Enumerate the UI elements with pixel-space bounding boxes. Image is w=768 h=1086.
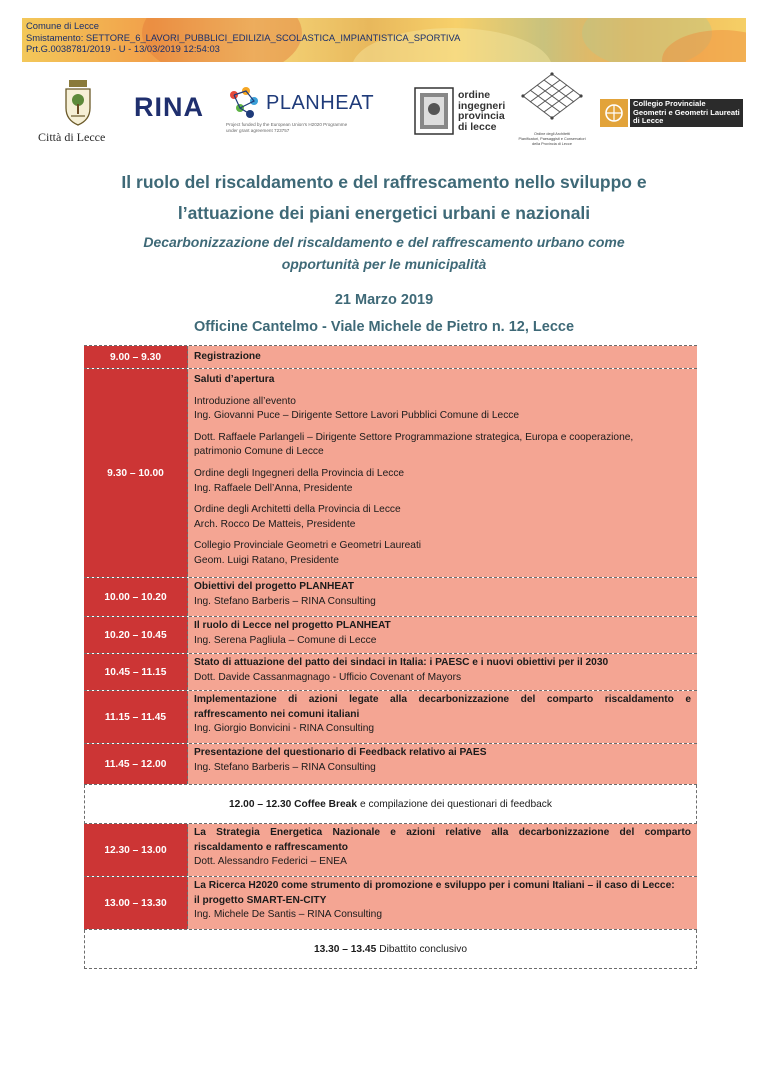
agenda-speaker: Ing. Giorgio Bonvicini - RINA Consulting [194, 723, 375, 735]
ordine-text [458, 90, 505, 132]
citta-label: Città di Lecce [38, 130, 106, 144]
agenda-speaker: Ing. Stefano Barberis – RINA Consulting [194, 595, 376, 607]
agenda-time: 10.20 – 10.45 [84, 617, 188, 653]
agenda-time: 10.45 – 11.15 [84, 654, 188, 690]
agenda-content [188, 617, 697, 653]
agenda-time: 9.30 – 10.00 [84, 369, 188, 577]
ordine-line: ordine [458, 89, 491, 101]
agenda-time: 10.00 – 10.20 [84, 578, 188, 616]
agenda-line: Introduzione all’evento [194, 395, 296, 407]
architetti-note-line: Pianificatori, Paesaggisti e Conservatori [518, 136, 586, 141]
planheat-note-line: Project funded by the European Union's H2020 Programme [226, 122, 348, 127]
event-subtitle-line2: opportunità per le municipalità [281, 256, 487, 272]
agenda-title: Implementazione di azioni legate alla decarbonizzazione del comparto riscaldamento e [194, 694, 691, 705]
agenda-line: Ing. Raffaele Dell’Anna, Presidente [194, 482, 353, 494]
agenda-block [194, 503, 691, 532]
architetti-note-line: della Provincia di Lecce [532, 141, 572, 146]
agenda-block [194, 539, 691, 568]
planheat-note-line: under grant agreement 723757 [226, 128, 290, 133]
agenda-line: Geom. Luigi Ratano, Presidente [194, 554, 339, 566]
agenda-line: Collegio Provinciale Geometri e Geometri Laureati [194, 540, 422, 552]
event-subtitle-line1: Decarbonizzazione del riscaldamento e del raffrescamento urbano come [143, 234, 625, 250]
collegio-emblem-icon [600, 99, 628, 127]
rina-logo [134, 92, 204, 123]
agenda-title: riscaldamento e raffrescamento [194, 841, 349, 853]
agenda-time: 12.30 – 13.00 [84, 824, 188, 876]
agenda-row [84, 578, 697, 617]
agenda-title: Stato di attuazione del patto dei sindaci in Italia: i PAESC e i nuovi obiettivi per il 2030 [194, 657, 609, 668]
agenda-content [188, 578, 697, 616]
agenda-title: raffrescamento nei comuni italiani [194, 708, 360, 720]
agenda-content [188, 346, 697, 368]
agenda-title: Obiettivi del progetto PLANHEAT [194, 581, 354, 592]
agenda-row [84, 691, 697, 744]
agenda-time: 11.15 – 11.45 [84, 691, 188, 743]
stamp-text [26, 20, 460, 55]
agenda-time: 13.00 – 13.30 [84, 877, 188, 929]
agenda-line: Arch. Rocco De Matteis, Presidente [194, 518, 356, 530]
agenda-row [84, 654, 697, 691]
agenda-content [188, 824, 697, 876]
agenda-title: il progetto SMART-EN-CITY [194, 894, 327, 906]
agenda-title: Presentazione del questionario di Feedback relativo ai PAES [194, 747, 487, 758]
agenda-line: Ing. Giovanni Puce – Dirigente Settore Lavori Pubblici Comune di Lecce [194, 410, 520, 422]
planheat-note [226, 122, 391, 134]
planheat-logo [226, 86, 391, 134]
agenda-row [84, 824, 697, 877]
agenda-title: Registrazione [194, 350, 261, 362]
agenda-table [84, 345, 697, 969]
agenda-line: patrimonio Comune di Lecce [194, 446, 324, 458]
agenda-line: Ordine degli Architetti della Provincia di Lecce [194, 504, 401, 516]
agenda-title: Il ruolo di Lecce nel progetto PLANHEAT [194, 620, 391, 631]
break-rest: e compilazione dei questionari di feedback [360, 798, 552, 810]
agenda-row [84, 877, 697, 930]
collegio-compass-icon [603, 102, 625, 124]
agenda-row [84, 617, 697, 654]
break-time-title: 12.00 – 12.30 Coffee Break [229, 798, 357, 810]
agenda-speaker: Ing. Serena Pagliula – Comune di Lecce [194, 634, 377, 646]
agenda-content [188, 369, 697, 577]
ordine-line: provincia [458, 110, 505, 122]
agenda-title: La Strategia Energetica Nazionale e azioni relative alla decarbonizzazione del comparto [194, 827, 691, 838]
citta-di-lecce-logo [38, 80, 122, 145]
collegio-geometri-logo [600, 99, 743, 127]
stamp-line: Smistamento: SETTORE_6_LAVORI_PUBBLICI_EDILIZIA_SCOLASTICA_IMPIANTISTICA_SPORTIVA [26, 31, 461, 43]
ordine-emblem-icon [414, 87, 454, 135]
agenda-row [84, 369, 697, 578]
logo-row [0, 72, 768, 162]
stamp-line: Comune di Lecce [26, 20, 99, 31]
architetti-diamond-icon [521, 72, 583, 120]
architetti-note [512, 132, 592, 146]
ordine-ingegneri-logo [414, 87, 505, 135]
agenda-speaker: Dott. Alessandro Federici – ENEA [194, 856, 347, 868]
ordine-architetti-logo [512, 72, 592, 146]
planheat-molecule-icon [226, 86, 262, 120]
agenda-content [188, 744, 697, 784]
agenda-line: Ordine degli Ingegneri della Provincia di Lecce [194, 467, 405, 479]
agenda-content [188, 654, 697, 690]
coffee-break-row [84, 785, 697, 824]
city-crest-icon [63, 80, 93, 126]
agenda-block [194, 431, 691, 460]
architetti-note-line: Ordine degli Architetti [533, 132, 571, 136]
protocol-stamp [22, 18, 746, 62]
agenda-row [84, 744, 697, 785]
agenda-speaker: Ing. Michele De Santis – RINA Consulting [194, 909, 382, 921]
ordine-line: di lecce [458, 120, 497, 133]
stamp-line: Prt.G.0038781/2019 - U - 13/03/2019 12:54:03 [26, 43, 220, 54]
event-title-line2: l’attuazione dei piani energetici urbani e nazionali [177, 203, 591, 223]
break-time-title: 13.30 – 13.45 [313, 943, 377, 955]
agenda-speaker: Dott. Davide Cassanmagnago - Ufficio Covenant of Mayors [194, 671, 462, 683]
agenda-content [188, 877, 697, 929]
collegio-line: di Lecce [633, 116, 664, 126]
agenda-time: 9.00 – 9.30 [84, 346, 188, 368]
collegio-line: Collegio Provinciale [633, 99, 706, 109]
event-date: 21 Marzo 2019 [334, 292, 434, 308]
collegio-text [630, 99, 743, 127]
collegio-line: Geometri e Geometri Laureati [633, 107, 740, 117]
planheat-wordmark: PLANHEAT [266, 91, 375, 114]
agenda-title: Saluti d’apertura [194, 374, 275, 385]
event-venue: Officine Cantelmo - Viale Michele de Pietro n. 12, Lecce [193, 319, 575, 335]
agenda-line: Dott. Raffaele Parlangeli – Dirigente Settore Programmazione strategica, Europa e cooperazione, [194, 431, 634, 443]
break-rest: Dibattito conclusivo [379, 943, 468, 955]
event-title-line1: Il ruolo del riscaldamento e del raffrescamento nello sviluppo e [121, 172, 647, 192]
ordine-line: ingegneri [458, 99, 506, 112]
rina-wordmark: RINA [134, 92, 204, 122]
closing-debate-row [84, 930, 697, 969]
agenda-block [194, 395, 691, 424]
agenda-title: La Ricerca H2020 come strumento di promozione e sviluppo per i comuni Italiani – il caso di Lecce: [194, 880, 675, 891]
agenda-content [188, 691, 697, 743]
agenda-speaker: Ing. Stefano Barberis – RINA Consulting [194, 761, 376, 773]
agenda-row [84, 345, 697, 369]
agenda-block [194, 467, 691, 496]
agenda-time: 11.45 – 12.00 [84, 744, 188, 784]
